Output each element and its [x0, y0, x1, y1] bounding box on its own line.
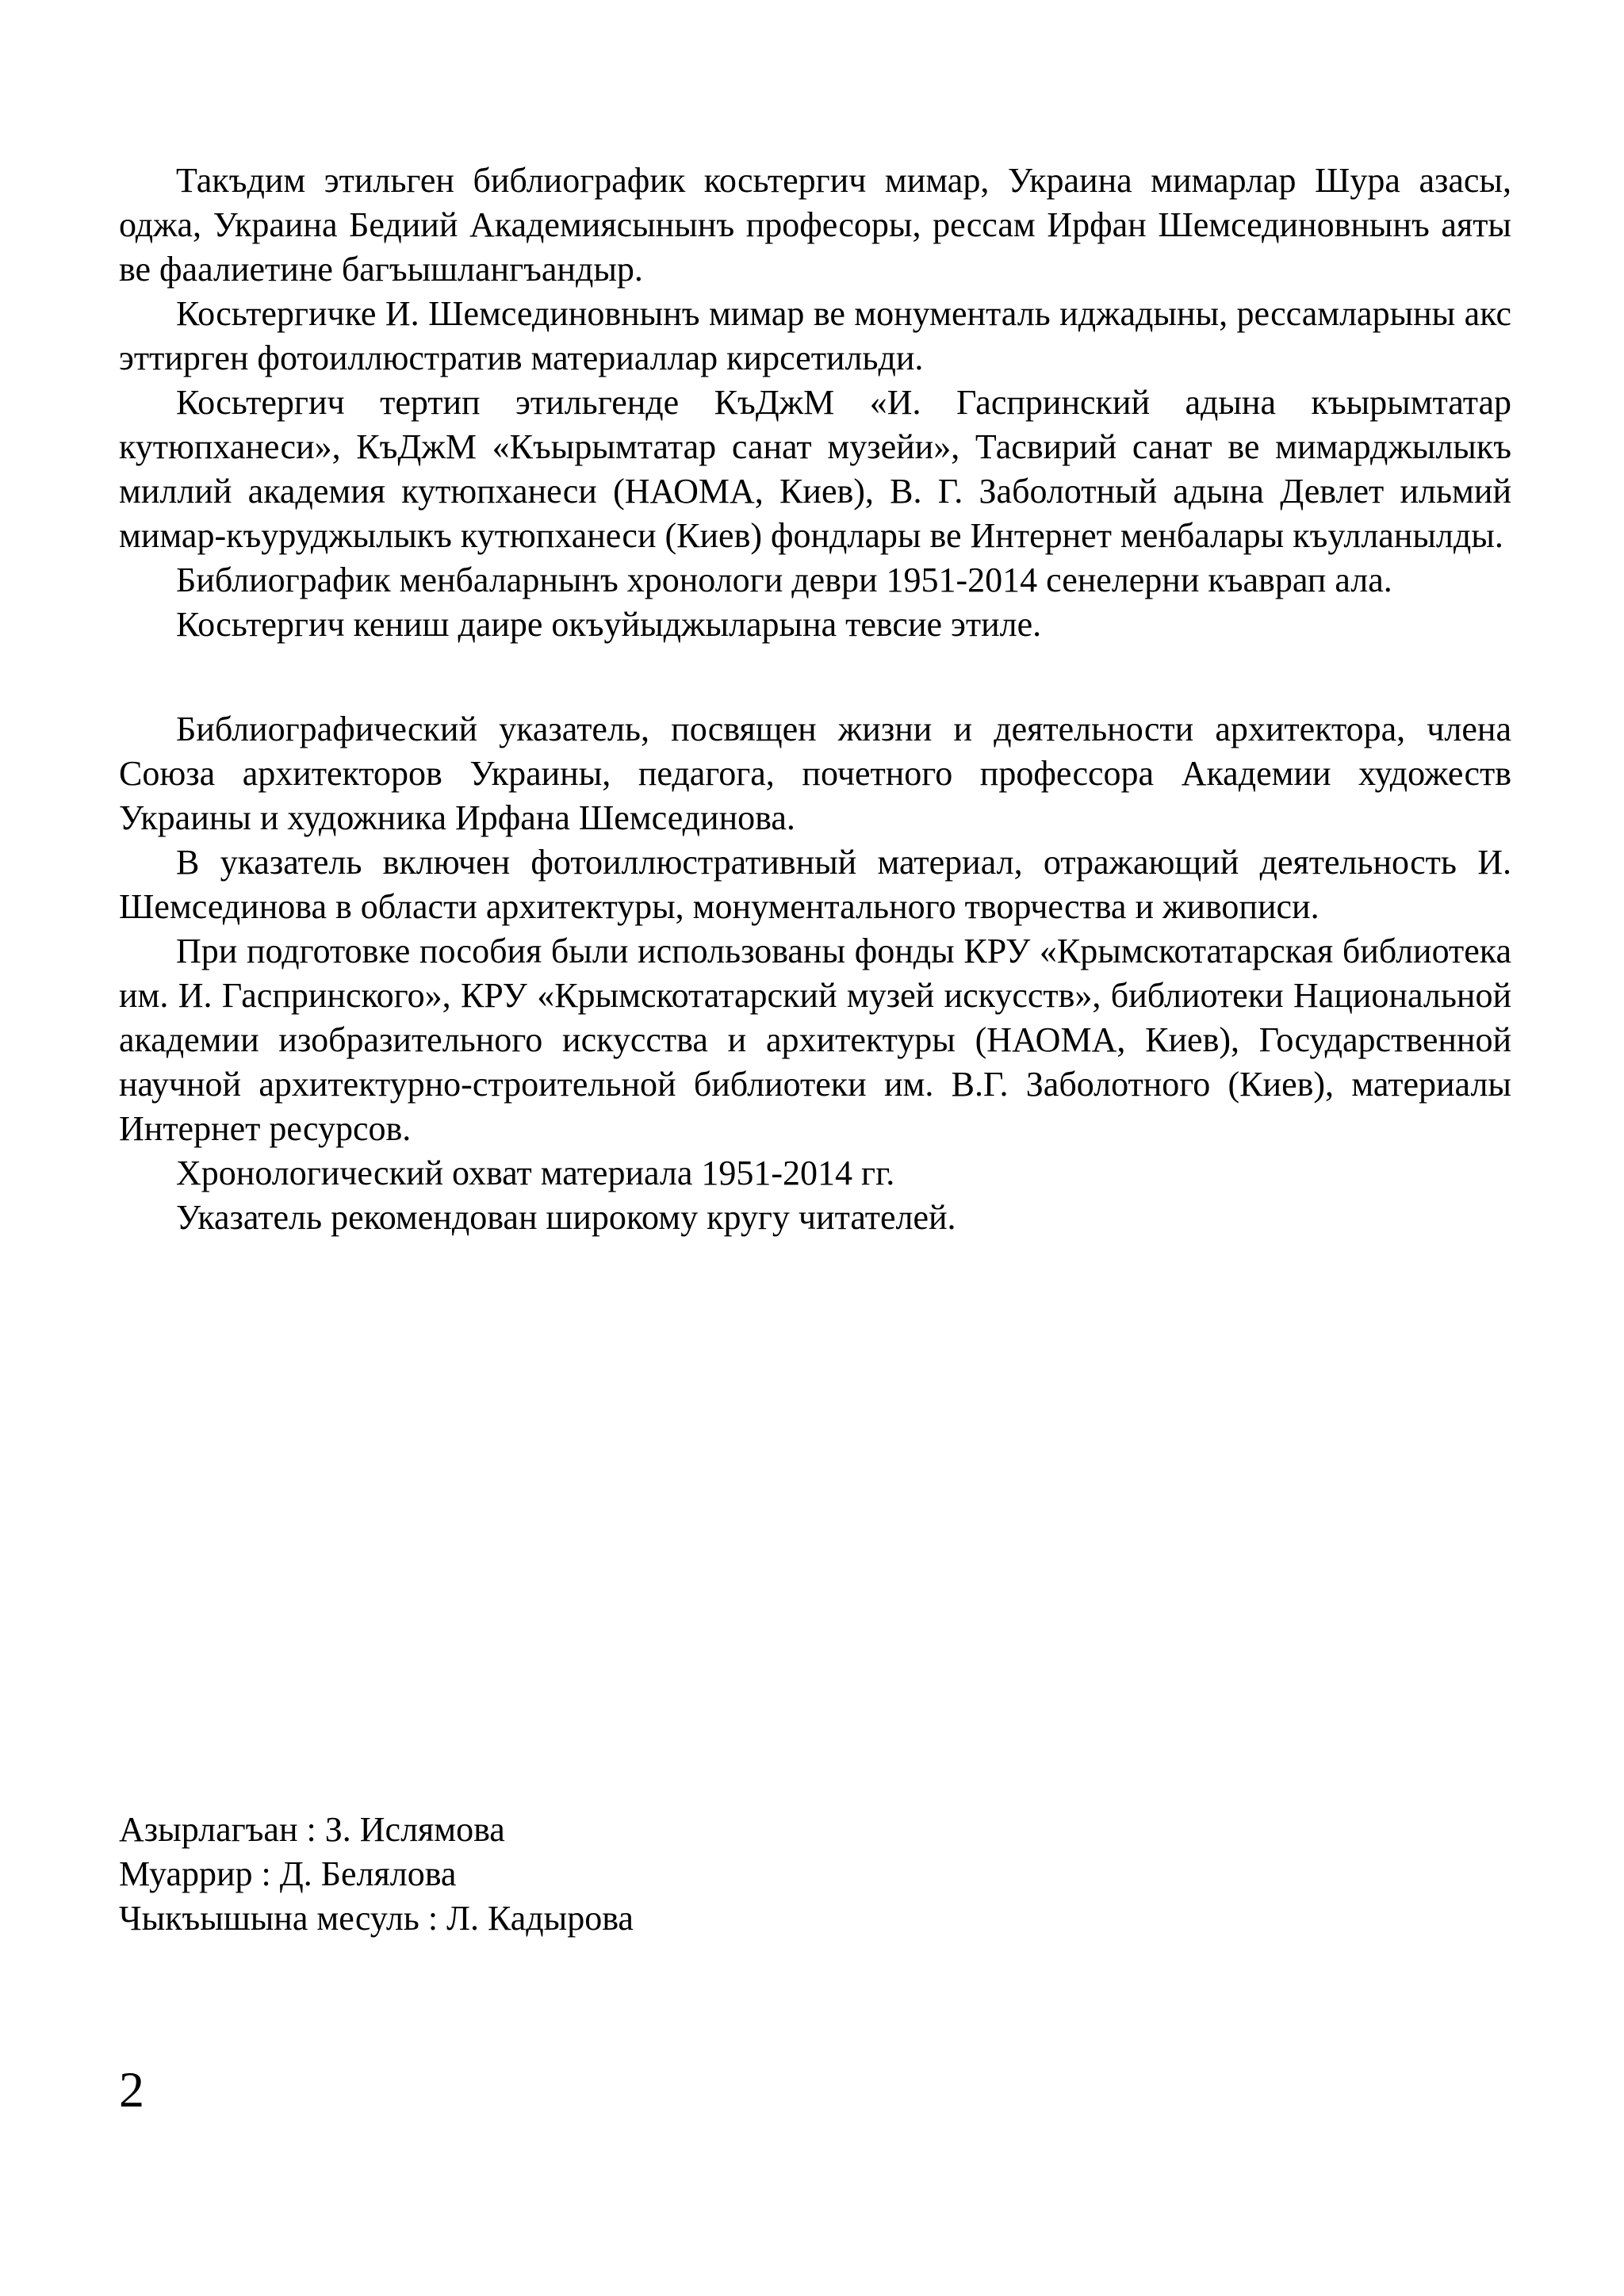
crimean-tatar-annotation	[119, 159, 1511, 647]
paragraph: При подготовке пособия были использованы фонды КРУ «Крымскотатарская библиотека им. И. Гаспринского», КРУ «Крымскотатарский музей искусств», библиотеки Национальной академии изобразительного искусства и архитектуры (НАОМА, Киев), Государственной научной архитектурно-строительной библиотеки им. В.Г. Заболотного (Киев), материалы Интернет ресурсов.	[119, 932, 1511, 1148]
page-number: 2	[119, 2061, 144, 2118]
document-body	[119, 159, 1511, 1240]
russian-annotation	[119, 707, 1511, 1240]
paragraph: Библиографик менбаларнынъ хронологи деври 1951-2014 сенелерни къаврап ала.	[176, 561, 1392, 599]
paragraph: Указатель рекомендован широкому кругу читателей.	[176, 1198, 956, 1237]
paragraph: Такъдим этильген библиографик косьтергич мимар, Украина мимарлар Шура азасы, оджа, Украина Бедиий Академиясынынъ професоры, рессам Ирфан Шемсединовнынъ аяты ве фаалиетине багъышлангъандыр.	[119, 161, 1511, 289]
credit-responsible: Чыкъышына месуль : Л. Кадырова	[119, 1899, 634, 1938]
credits-block	[119, 1808, 1511, 1941]
paragraph: Косьтергичке И. Шемсединовнынъ мимар ве монументаль иджадыны, рессамларыны акс эттирген фотоиллюстратив материаллар кирсетильди.	[119, 294, 1511, 377]
paragraph: Хронологический охват материала 1951-2014 гг.	[176, 1154, 895, 1192]
paragraph: Библиографический указатель, посвящен жизни и деятельности архитектора, члена Союза архитекторов Украины, педагога, почетного профессора Академии художеств Украины и художника Ирфана Шемсединова.	[119, 710, 1511, 837]
paragraph: Косьтергич кениш даире окъуйыджыларына тевсие этиле.	[176, 605, 1042, 644]
paragraph: Косьтергич тертип этильгенде КъДжМ «И. Гаспринский адына къырымтатар кутюпханеси», КъДжМ «Къырымтатар санат музейи», Тасвирий санат ве мимарджылыкъ миллий академия кутюпханеси (НАОМА, Киев), В. Г. Заболотный адына Девлет ильмий мимар-къуруджылыкъ кутюпханеси (Киев) фондлары ве Интернет менбалары къулланылды.	[119, 383, 1511, 555]
credit-editor: Муаррир : Д. Белялова	[119, 1854, 457, 1893]
paragraph: В указатель включен фотоиллюстративный материал, отражающий деятельность И. Шемсединова в области архитектуры, монументального творчества и живописи.	[119, 843, 1511, 926]
credit-compiler: Азырлагъан : З. Ислямова	[119, 1810, 505, 1849]
